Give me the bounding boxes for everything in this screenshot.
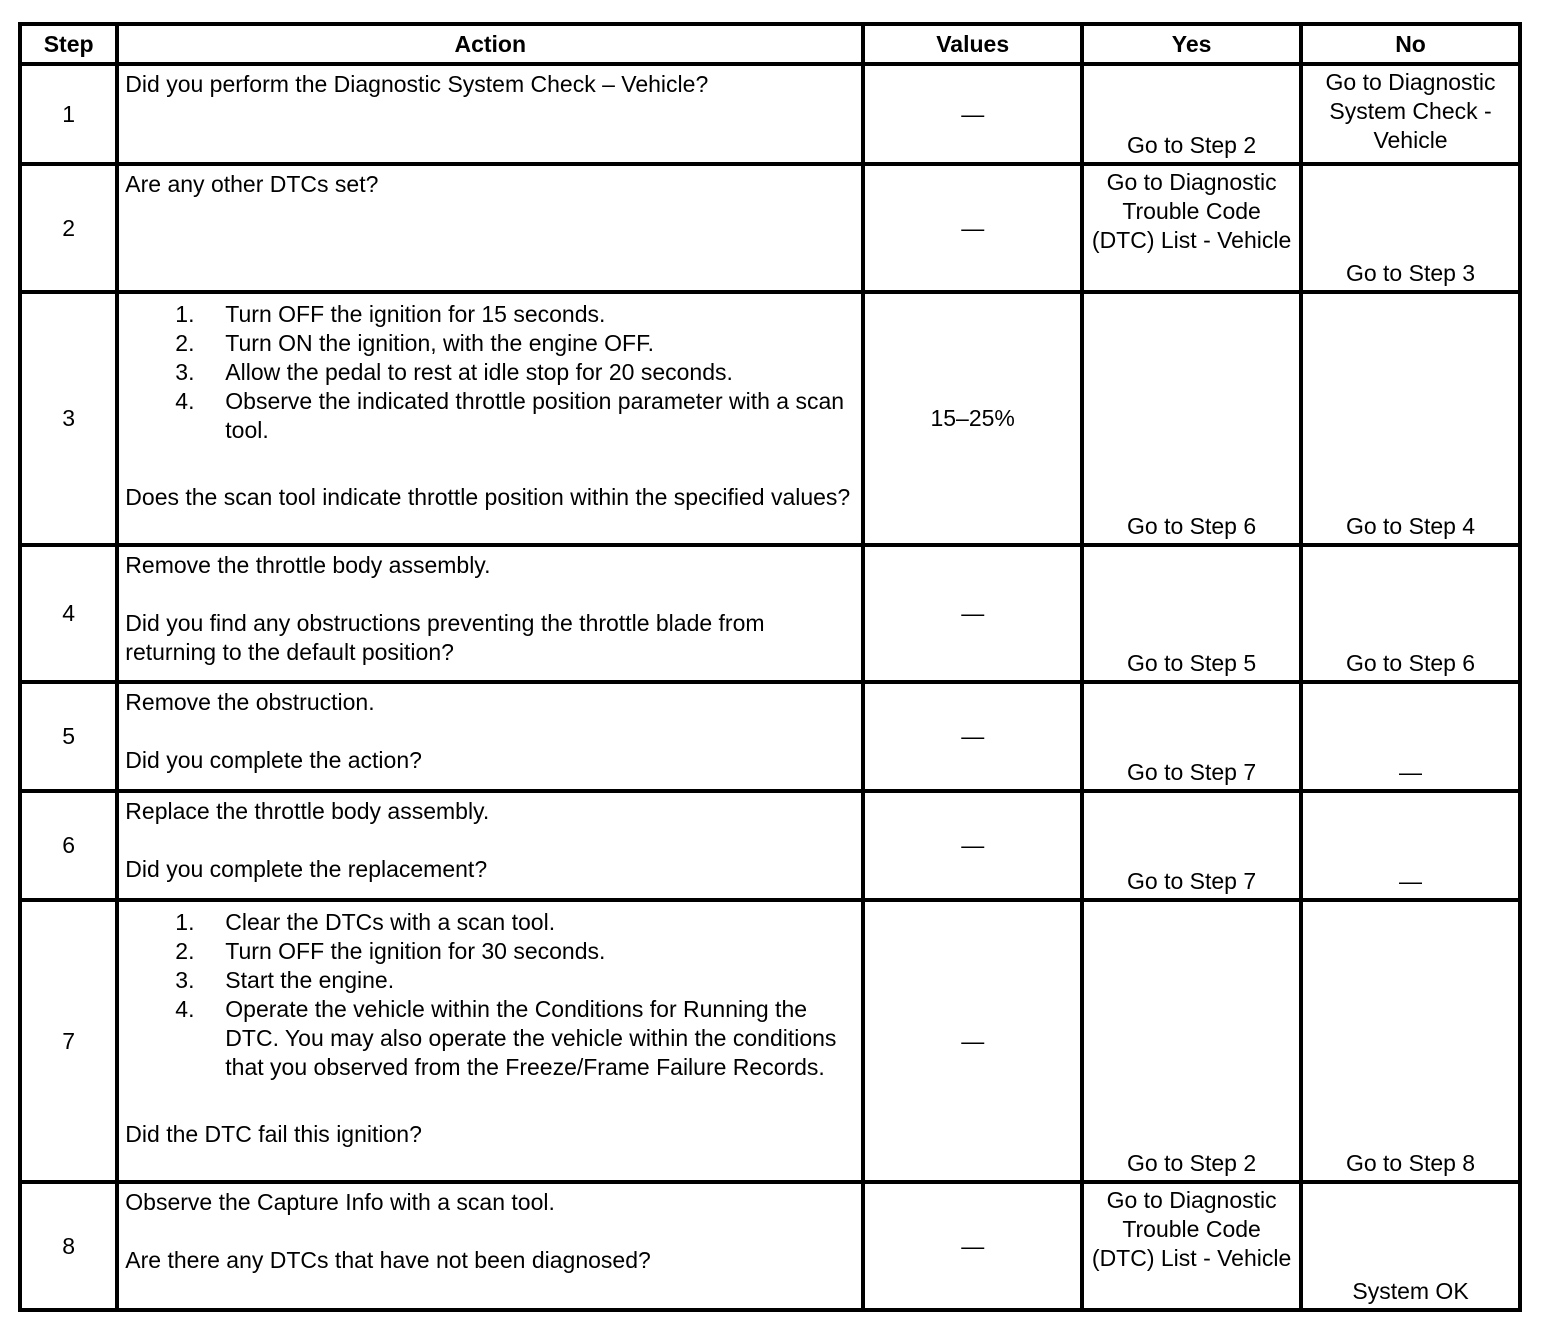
value-cell: —: [863, 1182, 1082, 1310]
value-cell: 15–25%: [863, 292, 1082, 545]
header-action: Action: [117, 24, 863, 64]
no-cell: Go to Step 8: [1301, 900, 1520, 1182]
table-row: [20, 791, 1520, 900]
header-no: No: [1301, 24, 1520, 64]
value-cell: —: [863, 164, 1082, 292]
action-cell: [117, 682, 863, 791]
action-question: Are any other DTCs set?: [125, 171, 379, 197]
action-cell: [117, 164, 863, 292]
value-cell: —: [863, 545, 1082, 682]
header-yes: Yes: [1082, 24, 1301, 64]
action-cell: [117, 1182, 863, 1310]
table-row: [20, 545, 1520, 682]
step-number: 3: [20, 292, 117, 545]
list-item: 3. Start the engine.: [175, 967, 395, 993]
step-number: 5: [20, 682, 117, 791]
yes-cell: Go to Diagnostic Trouble Code (DTC) List - Vehicle: [1082, 1182, 1301, 1310]
no-cell: —: [1301, 682, 1520, 791]
header-step: Step: [20, 24, 117, 64]
yes-cell: Go to Diagnostic Trouble Code (DTC) List - Vehicle: [1082, 164, 1301, 292]
action-intro: Remove the obstruction.: [125, 689, 375, 715]
action-question: Did you perform the Diagnostic System Check – Vehicle?: [125, 71, 709, 97]
step-number: 7: [20, 900, 117, 1182]
table-row: [20, 900, 1520, 1182]
action-question: Did the DTC fail this ignition?: [125, 1121, 422, 1147]
table-row: [20, 64, 1520, 164]
table-row: [20, 682, 1520, 791]
table-row: [20, 292, 1520, 545]
step-number: 4: [20, 545, 117, 682]
list-item: 1. Clear the DTCs with a scan tool.: [175, 909, 556, 935]
step-number: 8: [20, 1182, 117, 1310]
action-question: Did you complete the replacement?: [125, 856, 488, 882]
yes-cell: Go to Step 7: [1082, 791, 1301, 900]
yes-cell: Go to Step 7: [1082, 682, 1301, 791]
value-cell: —: [863, 682, 1082, 791]
list-item: 3. Allow the pedal to rest at idle stop for 20 seconds.: [175, 359, 733, 385]
action-cell: [117, 64, 863, 164]
step-number: 6: [20, 791, 117, 900]
action-steps-list: [125, 300, 855, 445]
action-intro: Replace the throttle body assembly.: [125, 798, 490, 824]
header-row: [20, 24, 1520, 64]
header-values: Values: [863, 24, 1082, 64]
no-cell: Go to Step 3: [1301, 164, 1520, 292]
step-number: 1: [20, 64, 117, 164]
no-cell: Go to Diagnostic System Check - Vehicle: [1301, 64, 1520, 164]
action-cell: [117, 292, 863, 545]
no-cell: System OK: [1301, 1182, 1520, 1310]
no-cell: Go to Step 6: [1301, 545, 1520, 682]
value-cell: —: [863, 900, 1082, 1182]
value-cell: —: [863, 64, 1082, 164]
step-number: 2: [20, 164, 117, 292]
action-cell: [117, 900, 863, 1182]
yes-cell: Go to Step 2: [1082, 64, 1301, 164]
yes-cell: Go to Step 2: [1082, 900, 1301, 1182]
action-question: Did you complete the action?: [125, 747, 422, 773]
action-cell: [117, 791, 863, 900]
list-item: 2. Turn ON the ignition, with the engine OFF.: [175, 330, 654, 356]
action-question: Did you find any obstructions preventing the throttle blade from returning to the default position?: [125, 610, 765, 665]
action-cell: [117, 545, 863, 682]
no-cell: —: [1301, 791, 1520, 900]
no-cell: Go to Step 4: [1301, 292, 1520, 545]
table-row: [20, 1182, 1520, 1310]
yes-cell: Go to Step 5: [1082, 545, 1301, 682]
yes-cell: Go to Step 6: [1082, 292, 1301, 545]
action-steps-list: [125, 908, 855, 1082]
list-item: 1. Turn OFF the ignition for 15 seconds.: [175, 301, 606, 327]
action-question: Are there any DTCs that have not been diagnosed?: [125, 1247, 651, 1273]
action-question: Does the scan tool indicate throttle position within the specified values?: [125, 484, 851, 510]
list-item: 4. Operate the vehicle within the Conditions for Running the DTC. You may also operate the vehicle within the conditions that you observed from the Freeze/Frame Failure Records.: [175, 996, 837, 1080]
value-cell: —: [863, 791, 1082, 900]
action-intro: Remove the throttle body assembly.: [125, 552, 491, 578]
table-row: [20, 164, 1520, 292]
action-intro: Observe the Capture Info with a scan tool.: [125, 1189, 555, 1215]
list-item: 2. Turn OFF the ignition for 30 seconds.: [175, 938, 606, 964]
diagnostic-table: [18, 22, 1522, 1312]
list-item: 4. Observe the indicated throttle position parameter with a scan tool.: [175, 388, 845, 443]
